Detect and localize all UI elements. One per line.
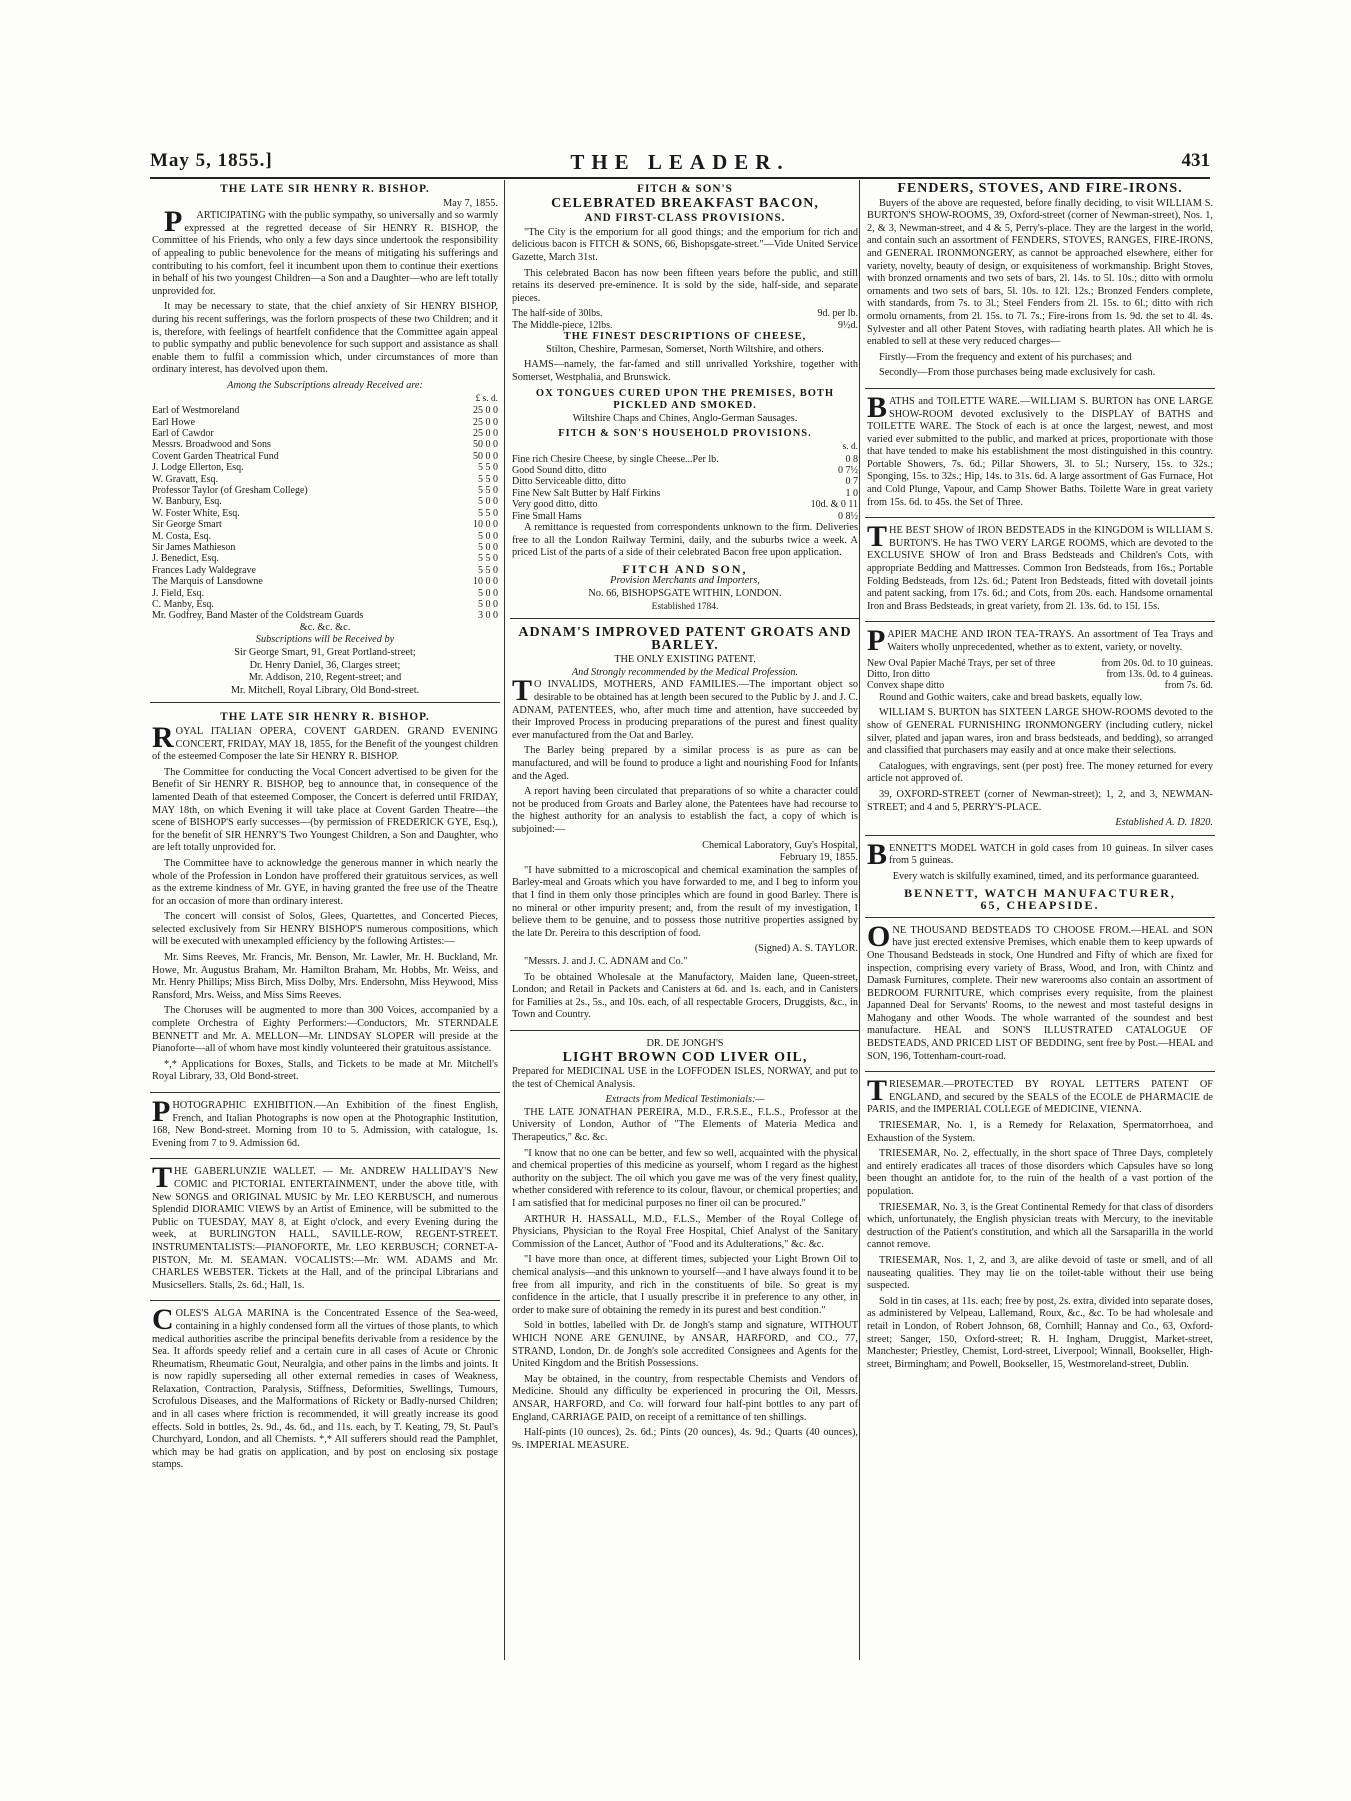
paragraph: A report having been circulated that preparations of so white a character could not be produced from Groats and Barley alone, the Patentees have had recourse to the highest authority for an analysis to establish the fact, a copy of which is subjoined:— [512, 786, 858, 835]
paragraph: TRIESEMAR, No. 1, is a Remedy for Relaxation, Spermatorrhoea, and Exhaustion of the System. [867, 1120, 1213, 1144]
established: Established 1784. [651, 601, 719, 612]
ad-gaberlunzie-wallet [150, 1161, 500, 1301]
price-row [512, 465, 858, 476]
subscription-list [152, 405, 498, 622]
price-row [867, 658, 1213, 669]
list-item-name: Very good ditto, ditto [512, 499, 598, 511]
paragraph: A remittance is requested from correspondents unknown to the firm. Deliveries free to all the London Railway Termini, daily, and the suburbs twice a week. A priced List of the parts of a side of their celebrated Bacon free upon application. [512, 521, 858, 559]
ad-de-jongh-oil [510, 1036, 860, 1460]
ad-papier-mache [865, 624, 1215, 835]
list-item-value: 50 0 0 [473, 439, 498, 451]
paragraph: To be obtained Wholesale at the Manufactory, Maiden lane, Queen-street, London; and Retail in Packets and Canisters at 6d. and 1s. each, and in Canisters for Families at 2s., 5s., and 10s. each, of all respectable Grocers, Druggists, &c., in Town and Country. [512, 971, 858, 1021]
subscription-row [152, 599, 498, 610]
subscription-row [152, 508, 498, 519]
paragraph: Wiltshire Chaps and Chines, Anglo-German Sausages. [572, 412, 798, 424]
list-item-value: from 13s. 0d. to 4 guineas. [1106, 669, 1213, 680]
paragraph: Every watch is skilfully examined, timed, and its performance guaranteed. [892, 870, 1200, 882]
paragraph: PAPIER MACHE AND IRON TEA-TRAYS. An assortment of Tea Trays and Waiters wholly unprecedented, whether as to extent, variety, or novelty. [867, 624, 1213, 658]
subscription-row [152, 405, 498, 416]
ad-alga-marina [150, 1303, 500, 1480]
price-list [512, 454, 858, 522]
paragraph: BATHS and TOILETTE WARE.—WILLIAM S. BURTON has ONE LARGE SHOW-ROOM devoted exclusively to the DISPLAY of BATHS and TOILETTE WARE. The Stock of each is at once the largest, newest, and most varied ever submitted to the public, and marked at prices, proportionate with those that have tended to make his establishment the most distinguished in this country. Portable Showers, 7s. 6d.; Pillar Showers, 3l. to 5l.; Nursery, 15s. to 32s.; Sponging, 15s. to 32s.; Hip, 14s. to 31s. 6d. A large assortment of Gas Furnace, Hot and Cold Plunge, Vapour, and Camp Shower Baths. Toilette Ware in great variety from 15s. 6d. to 45s. the Set of Three. [867, 390, 1213, 508]
paragraph: Buyers of the above are requested, before finally deciding, to visit WILLIAM S. BURTON'S SHOW-ROOMS, 39, Oxford-street (corner of Newman-street), Nos. 1, 2, & 3, Newman-street, and 4 & 5, Perry's-place. They are the largest in the world, and contain such an assortment of FENDERS, STOVES, RANGES, FIRE-IRONS, and GENERAL IRONMONGERY, as cannot be approached elsewhere, either for variety, novelty, beauty of design, or exquisiteness of workmanship. Bright Stoves, with bronzed ornaments and two sets of bars, 2l. 14s. to 5l. 10s.; ditto with ormolu ornaments and two sets of bars, 5l. 10s. to 12l. 12s.; Bronzed Fenders complete, with standards, from 7s. to 3l.; Steel Fenders from 2l. 15s. to 6l.; ditto with rich ormolu ornaments, from 2l. 15s. to 7l. 7s.; Fire-irons from 1s. 9d. the set to 4l. 4s. Sylvester and all other Patent Stoves, with radiating hearth plates. All which he is enabled to sell at these very reduced charges— [867, 197, 1213, 348]
list-item-value: 5 5 0 [478, 484, 498, 496]
ad-title: THE LATE SIR HENRY R. BISHOP. [220, 711, 430, 724]
subscription-row [152, 610, 498, 621]
paragraph: The concert will consist of Solos, Glees, Quartettes, and Concerted Pieces, selected exclusively from Sir HENRY BISHOP'S numerous compositions, which will be executed with unexampled efficiency by the following Artistes:— [152, 911, 498, 948]
ad-subtitle: THE ONLY EXISTING PATENT. [614, 654, 756, 666]
list-item-value: 5 5 0 [478, 564, 498, 576]
list-item-value: 5 5 0 [478, 462, 498, 474]
paragraph: THE LATE JONATHAN PEREIRA, M.D., F.R.S.E., F.L.S., Professor at the University of London, Author of "The Elements of Materia Medica and Therapeutics," &c. &c. [512, 1106, 858, 1144]
list-item-value: 1 0 [845, 487, 858, 499]
subscription-row [152, 428, 498, 439]
paragraph: The Barley being prepared by a similar process is as pure as can be manufactured, and will be found to produce a light and nourishing Food for Infants and the Aged. [512, 745, 858, 782]
ad-triesemar [865, 1074, 1215, 1379]
list-item-value: 25 0 0 [473, 405, 498, 417]
paragraph: WILLIAM S. BURTON has SIXTEEN LARGE SHOW-ROOMS devoted to the show of GENERAL FURNISHING IRONMONGERY (including cutlery, nickel silver, plated and japan wares, iron and brass bedsteads, and bedding), so arranged and classified that purchasers may easily and at once make their selections. [867, 707, 1213, 757]
list-item-value: 25 0 0 [473, 416, 498, 428]
paragraph: ARTHUR H. HASSALL, M.D., F.L.S., Member of the Royal College of Physicians, Physician to the Royal Free Hospital, Chief Analyst of the Sanitary Commission of the Lancet, Author of "Food and its Adulterations," &c. &c. [512, 1213, 858, 1250]
list-item-value: 25 0 0 [473, 427, 498, 439]
paragraph: Sold in tin cases, at 11s. each; free by post, 2s. extra, divided into separate doses, as administered by Velpeau, Lallemand, Roux, &c., &c. To be had wholesale and retail in London, of Robert Johnson, 68, Cornhill; Hannay and Co., 63, Oxford-street; Sanger, 150, Oxford-street; R. H. Ingham, Druggist, Market-street, Manchester; Priestley, Chemist, Lord-street, Liverpool; Winnall, Bookseller, High-street, Birmingham; and Powell, Bookseller, 15, Westmoreland-street, Dublin. [867, 1295, 1213, 1370]
list-item-value: 0 8½ [838, 510, 858, 522]
ad-heal-bedsteads [865, 919, 1215, 1073]
paragraph: THE BEST SHOW of IRON BEDSTEADS in the KINGDOM is WILLIAM S. BURTON'S. He has TWO VERY LARGE ROOMS, which are devoted to the EXCLUSIVE SHOW of Iron and Brass Bedsteads and Children's Cots, with appropriate Bedding and Mattresses. Common Iron Bedsteads, from 16s.; Portable Folding Bedsteads, from 12s. 6d.; Patent Iron Bedsteads, fitted with dovetail joints and patent sacking, from 17s. 6d.; and Cots, from 20s. each. Handsome ornamental Iron and Brass Bedsteads, in great variety, from 2l. 13s. 6d. to 15l. 15s. [867, 520, 1213, 612]
price-list [512, 308, 858, 331]
signature: (Signed) A. S. TAYLOR. [754, 943, 858, 955]
paragraph: "I know that no one can be better, and few so well, acquainted with the physical and chemical properties of this medicine as yourself, whom I regard as the highest authority on the subject. The oil which you gave me was of the very finest quality, whether considered with reference to its colour, flavour, or chemical properties; and I am satisfied that for medicinal purposes no finer oil can be procured." [512, 1147, 858, 1210]
price-row [867, 669, 1213, 680]
paragraph: The Choruses will be augmented to more than 300 Voices, accompanied by a complete Orchestra of Eighty Performers:—Conductors, Mr. STERNDALE BENNETT and Mr. A. MELLON—Mr. LINDSAY SLOPER will preside at the Pianoforte—all of whom have most kindly volunteered their gratuitous assistance. [152, 1005, 498, 1055]
paragraph: TRIESEMAR, No. 2, effectually, in the short space of Three Days, completely and entirely eradicates all traces of those disorders which Capsules have so long been thought an antidote for, to the ruin of the health of a vast portion of the population. [867, 1148, 1213, 1197]
list-item-name: W. Gravatt, Esq. [152, 473, 219, 485]
subscription-row [152, 462, 498, 473]
currency-header: s. d. [842, 441, 858, 452]
list-item-name: Ditto Serviceable ditto, ditto [512, 476, 626, 488]
paragraph: "I have more than once, at different times, subjected your Light Brown Oil to chemical analysis—and this unknown to yourself—and I have always found it to be free from all impurity, and rich in the constituents of bile. So great is my confidence in the article, that I usually prescribe it in preference to any other, in order to make sure of obtaining the remedy in its purest and best condition." [512, 1254, 858, 1316]
list-item-name: Earl of Cawdor [152, 427, 214, 439]
list-item-value: 5 0 0 [478, 541, 498, 553]
paragraph: "Messrs. J. and J. C. ADNAM and Co." [524, 955, 688, 967]
list-item-value: 5 5 0 [478, 473, 498, 485]
established: Established A. D. 1820. [1115, 817, 1213, 829]
subscription-row [152, 588, 498, 599]
lab-name: Chemical Laboratory, Guy's Hospital, [702, 839, 858, 851]
subscription-row [152, 474, 498, 485]
firm-subtitle: Provision Merchants and Importers, [610, 575, 760, 587]
list-item-name: Sir James Mathieson [152, 541, 236, 553]
receiver: Mr. Addison, 210, Regent-street; and [248, 672, 402, 684]
paragraph: Sold in bottles, labelled with Dr. de Jongh's stamp and signature, WITHOUT WHICH NONE ARE GENUINE, by ANSAR, HARFORD, and CO., 77, STRAND, London, Dr. de Jongh's sole accredited Consignees and Agents for the United Kingdom and the British Possessions. [512, 1320, 858, 1370]
column-left [150, 180, 500, 1670]
section-heading: FITCH & SON'S HOUSEHOLD PROVISIONS. [558, 428, 812, 440]
paragraph: Mr. Sims Reeves, Mr. Francis, Mr. Benson, Mr. Lawler, Mr. H. Buckland, Mr. Howe, Mr. Augustus Braham, Mr. Hamilton Braham, Mr. Hobbs, Mr. Weiss, and Mr. Henry Phillips; Miss Birch, Miss Dolby, Mrs. Endersohn, Miss Heywood, Miss Ransford, Mrs. Weiss, and Miss Sims Reeves. [152, 952, 498, 1001]
masthead [150, 150, 1210, 176]
ad-bishop-subscription [150, 180, 500, 703]
list-item-value: 10 0 0 [473, 519, 498, 531]
receiver: Sir George Smart, 91, Great Portland-street; [234, 647, 416, 658]
list-item-name: W. Foster White, Esq. [152, 507, 240, 519]
list-item-value: 50 0 0 [473, 450, 498, 462]
list-item-name: Fine rich Chesire Cheese, by single Cheese...Per lb. [512, 453, 719, 465]
ad-title: ADNAM'S IMPROVED PATENT GROATS AND BARLEY. [518, 625, 852, 653]
lab-date: February 19, 1855. [779, 852, 858, 864]
paragraph: Round and Gothic waiters, cake and bread baskets, equally low. [879, 691, 1142, 703]
list-heading: Among the Subscriptions already Received are: [227, 379, 423, 391]
paragraph: HAMS—namely, the far-famed and still unrivalled Yorkshire, together with Somerset, Westphalia, and Brunswick. [512, 359, 858, 383]
list-item-name: J. Field, Esq. [152, 587, 204, 599]
ad-subtitle: AND FIRST-CLASS PROVISIONS. [584, 212, 786, 225]
list-item-name: Messrs. Broadwood and Sons [152, 439, 271, 451]
list-item-name: Mr. Godfrey, Band Master of the Coldstream Guards [152, 610, 364, 622]
newspaper-title: THE LEADER. [570, 150, 790, 174]
receiver: Mr. Mitchell, Royal Library, Old Bond-street. [230, 684, 420, 696]
ad-baths-toilette [865, 390, 1215, 518]
list-item-value: 9½d. [838, 319, 858, 331]
list-item-name: Fine New Salt Butter by Half Firkins [512, 487, 661, 499]
list-item-name: Convex shape ditto [867, 680, 945, 692]
list-item-name: J. Benedict, Esq. [152, 553, 219, 565]
column-divider [504, 180, 505, 1660]
paragraph: ROYAL ITALIAN OPERA, COVENT GARDEN. GRAND EVENING CONCERT, FRIDAY, MAY 18, 1855, for the Benefit of the youngest children of the esteemed Composer the late Sir HENRY R. BISHOP. [152, 720, 498, 763]
paragraph: COLES'S ALGA MARINA is the Concentrated Essence of the Sea-weed, containing in a highly condensed form all the virtues of those plants, to which medical authorities ascribe the principal benefits derivable from a residence by the Sea. It affords speedy relief and a certain cure in all cases of Acute or Chronic Rheumatism, Rheumatic Gout, Neuralgia, and other pains in the limbs and joints. It is now rapidly superseding all other external remedies in cases of Weakness, Relaxation, Contraction, Paralysis, Stiffness, Deformities, Swellings, Tumours, Scrofulous Diseases, and the Malformations of Rickety or Badly-nursed Children; and in all cases where friction is recommended, it will greatly increase its good effects. Sold in bottles, 2s. 9d., 4s. 6d., and 11s. each, by T. Keating, 79, St. Paul's Churchyard, London, and all Chemists. *,* All sufferers should read the Pamphlet, which may be had gratis on application, and by post on enclosing six postage stamps. [152, 1303, 498, 1471]
list-item-name: Fine Small Hams [512, 510, 582, 522]
ad-fenders-stoves [865, 180, 1215, 389]
subscription-row [152, 565, 498, 576]
masthead-rule [150, 177, 1210, 179]
paragraph: The Committee for conducting the Vocal Concert advertised to be given for the Benefit of Sir HENRY R. BISHOP, beg to announce that, in consequence of the lamented Death of that esteemed Composer, the Concert is deferred until FRIDAY, MAY 18th, on which Evening it will take place at Covent Garden Theatre—the scene of BISHOP'S early successes—(by permission of FREDERICK GYE, Esq.), for the benefit of SIR HENRY'S Two Youngest Children, a Son and Daughter, who are left totally unprovided for. [152, 766, 498, 854]
subscription-row [152, 439, 498, 450]
list-item-value: 0 7½ [838, 464, 858, 476]
subscription-row [152, 451, 498, 462]
paragraph: PARTICIPATING with the public sympathy, so universally and so warmly expressed at the regretted decease of Sir HENRY R. BISHOP, the Committee of his Friends, who only a few days since undertook the responsibility of appealing to public benevolence for the means of mitigating his sufferings and contributing to his comfort, feel it incumbent upon them to continue their exertions in behalf of his two youngest Children—a Son and a Daughter—who are left totally unprovided for. [152, 205, 498, 297]
price-list [867, 658, 1213, 692]
list-item-value: 0 7 [845, 476, 858, 488]
list-item-value: 0 8 [845, 453, 858, 465]
paragraph: Firstly—From the frequency and extent of his purchases; and [879, 351, 1132, 363]
list-item-value: 5 5 0 [478, 553, 498, 565]
list-item-name: C. Manby, Esq. [152, 599, 214, 610]
section-heading: OX TONGUES CURED UPON THE PREMISES, BOTH PICKLED AND SMOKED. [535, 387, 835, 412]
list-item-value: 10 0 0 [473, 576, 498, 588]
paragraph: 39, OXFORD-STREET (corner of Newman-street); 1, 2, and 3, NEWMAN-STREET; and 4 and 5, PERRY'S-PLACE. [867, 788, 1213, 813]
list-item-name: Earl of Westmoreland [152, 405, 240, 417]
paragraph: "I have submitted to a microscopical and chemical examination the samples of Barley-meal and Groats which you have forwarded to me, and I beg to inform you that I find in them only those principles which are found in good Barley. There is no mineral or other impurity present; and, from the result of my investigation, I believe them to be genuine, and to possess those nutritive properties assigned by the late Dr. Pereira to this description of food. [512, 864, 858, 939]
subscription-row [152, 417, 498, 428]
price-row [867, 680, 1213, 691]
list-item-value: 5 0 0 [478, 599, 498, 610]
list-item-value: 5 0 0 [478, 496, 498, 508]
list-item-value: 5 0 0 [478, 530, 498, 542]
list-item-name: The half-side of 30lbs. [512, 308, 603, 320]
ad-fitch-bacon [510, 180, 860, 619]
ad-adnam-groats [510, 624, 860, 1031]
paragraph: May be obtained, in the country, from respectable Chemists and Vendors of Medicine. Should any difficulty be experienced in procuring the Oil, Messrs. ANSAR, HARFORD, and Co. will forward four half-pint bottles to any part of England, CARRIAGE PAID, on receipt of a remittance of ten shillings. [512, 1373, 858, 1423]
ad-subtitle: And Strongly recommended by the Medical Profession. [571, 666, 799, 678]
paragraph: TO INVALIDS, MOTHERS, AND FAMILIES.—The important object so desirable to be obtained has at length been secured to the Public by J. and J. C. ADNAM, PATENTEES, who, after much time and attention, have succeeded by their Improved Process in producing preparations of the purest and finest quality ever manufactured from the Oat and Barley. [512, 674, 859, 741]
list-item-name: Professor Taylor (of Gresham College) [152, 484, 308, 496]
paragraph: It may be necessary to state, that the chief anxiety of Sir HENRY BISHOP, during his recent sufferings, was the forlorn prospects of these two Children; and it is, therefore, with feelings of heartfelt confidence that the Committee again appeal to public sympathy and public benevolence for such support and assistance as shall enable them to fulfil a commission which, under circumstances of more than ordinary interest, has devolved upon them. [152, 301, 498, 376]
paragraph: TRIESEMAR, Nos. 1, 2, and 3, are alike devoid of taste or smell, and of all nauseating qualities. They may lie on the toilet-table without their use being suspected. [867, 1254, 1213, 1292]
list-item-value: from 7s. 6d. [1164, 680, 1213, 692]
ad-bennett-watch [865, 837, 1215, 918]
paragraph: This celebrated Bacon has now been fifteen years before the public, and still retains its deserved pre-eminence. It is sold by the side, half-side, and separate pieces. [512, 267, 858, 304]
ad-title: FENDERS, STOVES, AND FIRE-IRONS. [897, 181, 1183, 196]
ad-bishop-concert [150, 708, 500, 1093]
list-item-name: Covent Garden Theatrical Fund [152, 450, 279, 462]
paragraph: ONE THOUSAND BEDSTEADS TO CHOOSE FROM.—HEAL and SON have just erected extensive Premises, which enable them to keep upwards of One Thousand Bedsteads in stock, One Hundred and Fifty of which are fixed for inspection, comprising every variety of Brass, Wood, and Iron, with Chintz and Damask Furnitures, complete. Their new warerooms also contain an assortment of BEDROOM FURNITURE, which comprises every requisite, from the plainest Japanned Deal for Servants' Rooms, to the newest and most tasteful designs in Mahogany and other Woods. The whole warranted of the soundest and best manufacture. HEAL and SON'S ILLUSTRATED CATALOGUE OF BEDSTEADS, AND PRICED LIST OF BEDDING, sent free by Post.—HEAL and SON, 196, Tottenham-court-road. [867, 919, 1213, 1062]
subscription-row [152, 531, 498, 542]
list-item-name: The Marquis of Lansdowne [152, 576, 263, 588]
extracts-heading: Extracts from Medical Testimonials:— [605, 1094, 765, 1106]
receivers-heading: Subscriptions will be Received by [255, 634, 395, 646]
list-item-name: The Middle-piece, 12lbs. [512, 319, 613, 331]
firm-name: FITCH AND SON, [622, 561, 748, 576]
price-row [512, 308, 858, 319]
paragraph: BENNETT'S MODEL WATCH in gold cases from 10 guineas. In silver cases from 5 guineas. [867, 837, 1213, 871]
list-item-name: Frances Lady Waldegrave [152, 564, 256, 576]
page-number: 431 [1181, 150, 1210, 171]
list-item-name: Ditto, Iron ditto [867, 669, 931, 680]
subscription-row [152, 542, 498, 553]
subscription-row [152, 485, 498, 496]
ad-date: May 7, 1855. [443, 197, 498, 209]
price-row [512, 511, 858, 522]
subscription-row [152, 576, 498, 587]
list-item-value: from 20s. 0d. to 10 guineas. [1101, 657, 1213, 669]
ad-photographic-exhibition [150, 1095, 500, 1159]
list-item-value: 5 5 0 [478, 507, 498, 519]
list-item-name: W. Banbury, Esq. [152, 496, 222, 508]
subscription-row [152, 496, 498, 507]
ad-top: FITCH & SON'S [637, 183, 733, 195]
price-row [512, 499, 858, 510]
receiver: Dr. Henry Daniel, 36, Clarges street; [249, 659, 401, 671]
paragraph: The Committee have to acknowledge the generous manner in which nearly the whole of the Profession in London have proffered their gratuitous services, as well as the extreme kindness of Mr. GYE, in having granted the free use of the Theatre for an occasion of more than ordinary interest. [152, 857, 498, 907]
issue-date: May 5, 1855.] [150, 150, 273, 171]
ad-title: LIGHT BROWN COD LIVER OIL, [562, 1049, 808, 1065]
paragraph: Stilton, Cheshire, Parmesan, Somerset, North Wiltshire, and others. [546, 343, 824, 355]
column-right [865, 180, 1215, 1670]
ad-top: DR. DE JONGH'S [646, 1037, 724, 1049]
paragraph: Catalogues, with engravings, sent (per post) free. The money returned for every article not approved of. [867, 760, 1213, 785]
list-item-value: 5 0 0 [478, 587, 498, 599]
list-item-value: 9d. per lb. [817, 308, 858, 320]
list-item-name: Sir George Smart [152, 519, 222, 531]
paragraph: THE GABERLUNZIE WALLET. — Mr. ANDREW HALLIDAY'S New COMIC and PICTORIAL ENTERTAINMENT, under the above title, with New SONGS and ORIGINAL MUSIC by Mr. LEO KERBUSCH, and numerous Splendid DIORAMIC VIEWS by an Artist of Eminence, will be submitted to the Public on TUESDAY, MAY 8, at Eight o'clock, and every Evening during the week, at BURLINGTON HALL, SAVILLE-ROW, REGENT-STREET. INSTRUMENTALISTS:—PIANOFORTE, Mr. LEO KERBUSCH; CORNET-A-PISTON, Mr. M. SEAMAN. VOCALISTS:—Mr. WM. ADAMS and Mr. CHARLES WEBSTER. Tickets at the Hall, and of the principal Librarians and Musicsellers. Stalls, 2s. 6d.; Hall, 1s. [152, 1161, 498, 1291]
paragraph: "The City is the emporium for all good things; and the emporium for rich and delicious bacon is FITCH & SONS, 66, Bishopsgate-street."—Vide United Service Gazette, March 31st. [512, 226, 858, 263]
price-row [512, 320, 858, 331]
paragraph: Half-pints (10 ounces), 2s. 6d.; Pints (20 ounces), 4s. 9d.; Quarts (40 ounces), 9s. IMPERIAL MEASURE. [512, 1427, 858, 1451]
paragraph: TRIESEMAR, No. 3, is the Great Continental Remedy for that class of disorders which, unfortunately, the English physician treats with Mercury, to the inevitable destruction of the Patient's constitution, and which all the Sarsaparilla in the world cannot remove. [867, 1201, 1213, 1251]
price-row [512, 476, 858, 487]
price-row [512, 488, 858, 499]
ad-title: CELEBRATED BREAKFAST BACON, [551, 195, 819, 211]
list-item-value: 3 0 0 [478, 610, 498, 622]
ad-iron-bedsteads [865, 520, 1215, 622]
subscription-row [152, 519, 498, 530]
paragraph: Secondly—From those purchases being made exclusively for cash. [879, 367, 1156, 379]
paragraph: Prepared for MEDICINAL USE in the LOFFODEN ISLES, NORWAY, and put to the test of Chemical Analysis. [512, 1066, 858, 1090]
list-item-name: Good Sound ditto, ditto [512, 464, 607, 476]
price-row [512, 454, 858, 465]
etc: &c. &c. &c. [299, 621, 351, 633]
list-item-name: Earl Howe [152, 416, 196, 428]
ad-title: THE LATE SIR HENRY R. BISHOP. [220, 183, 430, 195]
paragraph: TRIESEMAR.—PROTECTED BY ROYAL LETTERS PATENT OF ENGLAND, and secured by the SEALS of the ECOLE de PHARMACIE de PARIS, and the IMPERIAL COLLEGE of MEDICINE, VIENNA. [867, 1074, 1213, 1116]
list-item-value: 10d. & 0 11 [810, 499, 858, 511]
firm-name: BENNETT, WATCH MANUFACTURER, [904, 885, 1176, 900]
paragraph: PHOTOGRAPHIC EXHIBITION.—An Exhibition of the finest English, French, and Italian Photographs is now open at the Photographic Institution, 168, New Bond-street. Morning from 10 to 5. Admission, with catalogue, 1s. Evening from 7 to 9. Admission 6d. [152, 1095, 498, 1149]
currency-header: £ s. d. [475, 393, 498, 404]
section-heading: THE FINEST DESCRIPTIONS OF CHEESE, [563, 331, 807, 343]
list-item-name: J. Lodge Ellerton, Esq. [152, 462, 244, 474]
column-middle [510, 180, 860, 1670]
list-item-name: New Oval Papier Maché Trays, per set of three [867, 657, 1056, 669]
firm-address: No. 66, BISHOPSGATE WITHIN, LONDON. [588, 587, 782, 599]
list-item-name: M. Costa, Esq. [152, 530, 212, 542]
firm-address: 65, CHEAPSIDE. [980, 898, 1100, 913]
subscription-row [152, 553, 498, 564]
paragraph: *,* Applications for Boxes, Stalls, and Tickets to be made at Mr. Mitchell's Royal Library, 33, Old Bond-street. [152, 1058, 498, 1083]
